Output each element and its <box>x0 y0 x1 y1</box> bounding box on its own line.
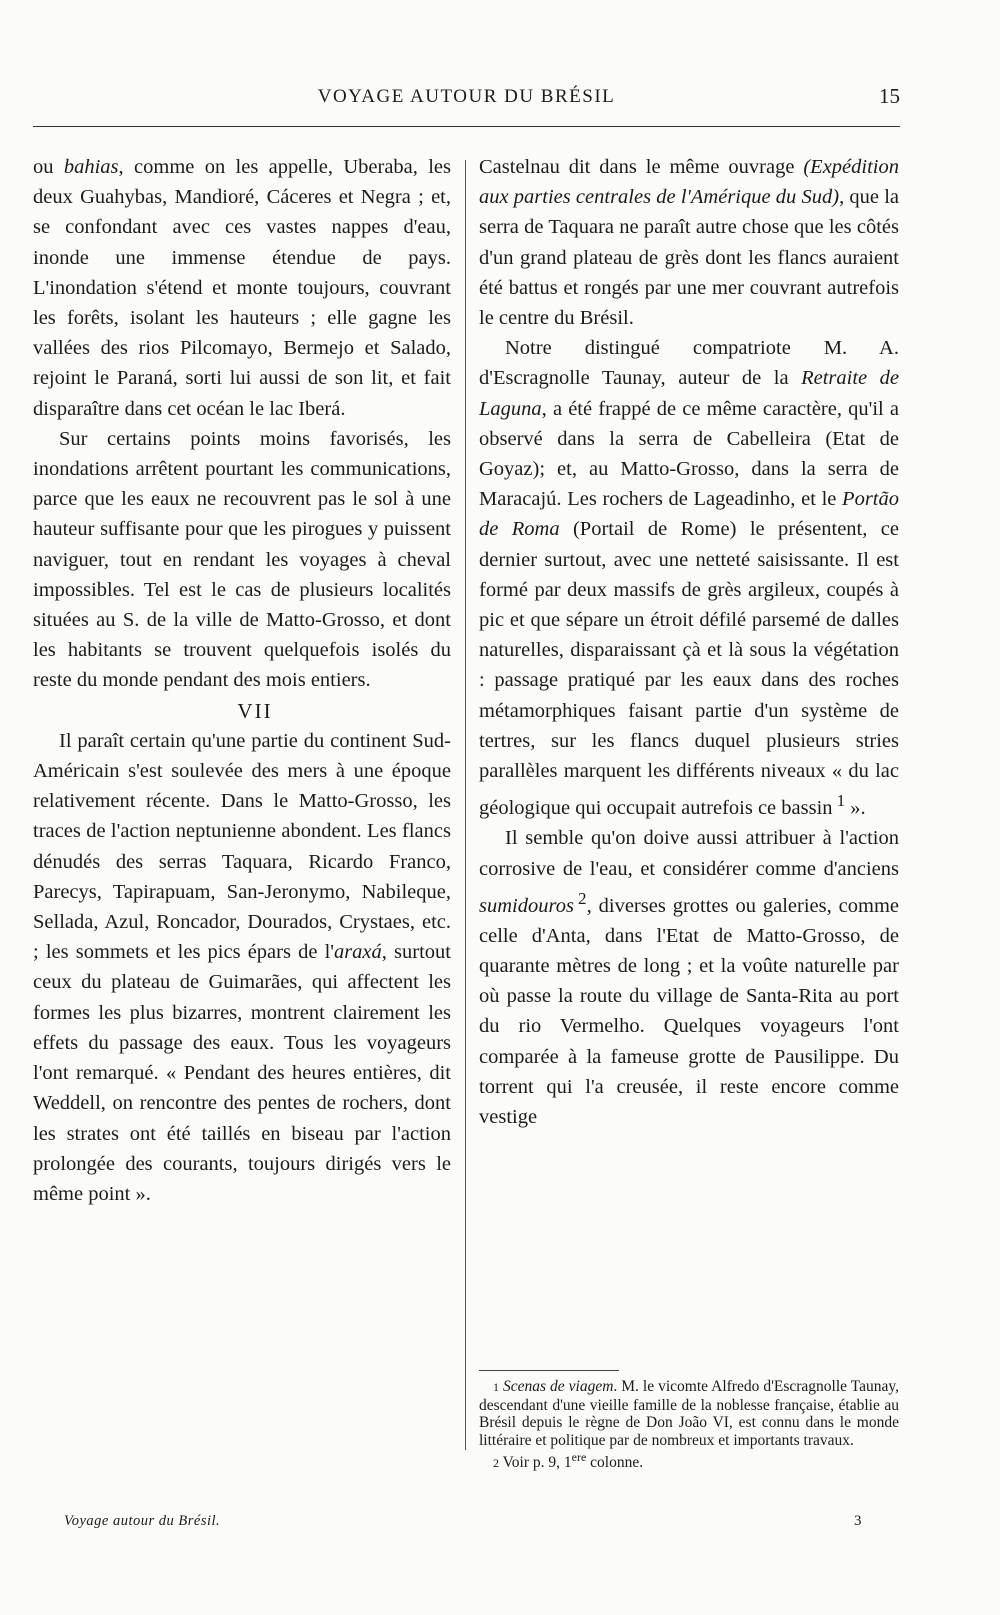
sheet-number: 3 <box>854 1513 862 1529</box>
page-header <box>33 82 900 118</box>
column-divider <box>465 160 466 1450</box>
running-title: VOYAGE AUTOUR DU BRÉSIL <box>317 86 616 107</box>
right-paragraph-2: Notre distingué compatriote M. A. d'Escragnolle Taunay, auteur de la Retraite de Laguna, a été frappé de ce même caractère, qu'il a observé dans la serra de Cabelleira (Etat de Goyaz); et, au Matto-Grosso, dans la serra de Maracajú. Les rochers de Lageadinho, et le Portão de Roma (Portail de Rome) le présentent, ce dernier surtout, avec une netteté saisissante. Il est formé par deux massifs de grès argileux, coupés à pic et que sépare un étroit défilé parsemé de dalles naturelles, disparaissant çà et là sous la végétation : passage pratiqué par les eaux dans des roches métamorphiques faisant partie d'un système de tertres, sur les flancs duquel plusieurs stries parallèles marquent les différents niveaux « du lac géologique qui occupait autrefois ce bassin $^1$ ». <box>479 337 899 820</box>
emphasis: sumidouros <box>479 894 574 917</box>
header-rule <box>33 126 900 127</box>
left-column <box>33 152 451 1209</box>
footnote-ref-2[interactable]: 2 <box>578 888 587 908</box>
left-paragraph-2: Sur certains points moins favorisés, les inondations arrêtent pourtant les communications, parce que les eaux ne recouvrent pas le sol à une hauteur suffisante pour que les pirogues y puissent naviguer, tout en rendant les voyages à cheval impossibles. Tel est le cas de plusieurs localités situées au S. de la ville de Matto-Grosso, et dont les habitants se trouvent quelquefois isolés du reste du monde pendant des mois entiers. <box>33 427 451 692</box>
right-paragraph-3: Il semble qu'on doive aussi attribuer à l'action corrosive de l'eau, et considérer comme d'anciens sumidouros $^2$, diverses grottes ou galeries, comme celle d'Anta, dans l'Etat de Matto-Grosso, de quarante mètres de long ; et la voûte naturelle par où passe la route du village de Santa-Rita au port du rio Vermelho. Quelques voyageurs l'ont comparée à la fameuse grotte de Pausilippe. Du torrent qui l'a creusée, il reste encore comme vestige <box>479 827 899 1128</box>
footnote-rule <box>479 1370 619 1371</box>
emphasis: Retraite de Laguna <box>479 367 899 420</box>
emphasis: bahias <box>63 156 119 178</box>
left-paragraph-1: ou bahias, comme on les appelle, Uberaba, les deux Guahybas, Mandioré, Cáceres et Negra ; et, se confondant avec ces vastes nappes d'eau, inonde une immense étendue de pays. L'inondation s'étend et monte toujours, couvrant les forêts, isolant les hauteurs ; elle gagne les vallées des rios Pilcomayo, Bermejo et Salado, rejoint le Paraná, sorti lui aussi de son lit, et fait disparaître dans cet océan le lac Iberá. <box>33 156 452 420</box>
page-number: 15 <box>879 84 900 108</box>
right-column <box>479 152 899 1132</box>
left-paragraph-3: Il paraît certain qu'une partie du continent Sud-Américain s'est soulevée des mers à une époque relativement récente. Dans le Matto-Grosso, les traces de l'action neptunienne abondent. Les flancs dénudés des serras Taquara, Ricardo Franco, Parecys, Tapirapuam, San-Jeronymo, Nabileque, Sellada, Azul, Roncador, Dourados, Crystaes, etc. ; les sommets et les pics épars de l'araxá, surtout ceux du plateau de Guimarães, qui affectent les formes les plus bizarres, montrent clairement les effets du passage des eaux. Tous les voyageurs l'ont remarqué. « Pendant des heures entières, dit Weddell, on rencontre des pentes de rochers, dont les strates ont été taillés en biseau par l'action prolongée des courants, toujours dirigés vers le même point ». <box>33 729 451 1205</box>
right-paragraph-1: Castelnau dit dans le même ouvrage (Expédition aux parties centrales de l'Amérique du Sud), que la serra de Taquara ne paraît autre chose que les côtés d'un grand plateau de grès dont les flancs auraient été battus et rongés par une mer couvrant autrefois le centre du Brésil. <box>479 156 899 330</box>
footnote-2: 2 Voir p. 9, 1ere colonne. <box>493 1450 644 1472</box>
footnote-ref-1[interactable]: 1 <box>836 791 846 811</box>
section-heading: VII <box>237 698 273 723</box>
printer-signature: Voyage autour du Brésil. <box>64 1513 221 1529</box>
emphasis: Portão de Roma <box>479 488 899 541</box>
footnotes <box>479 1378 899 1473</box>
footnote-1: 1 Scenas de viagem. M. le vicomte Alfredo d'Escragnolle Taunay, descendant d'une vieille famille de la noblesse française, établie au Brésil depuis le règne de Don João VI, est connu dans le monde littéraire et politique par de nombreux et importants travaux. <box>479 1378 900 1449</box>
emphasis: araxá <box>333 941 382 964</box>
emphasis: (Expédition aux parties centrales de l'Amérique du Sud) <box>479 156 899 209</box>
